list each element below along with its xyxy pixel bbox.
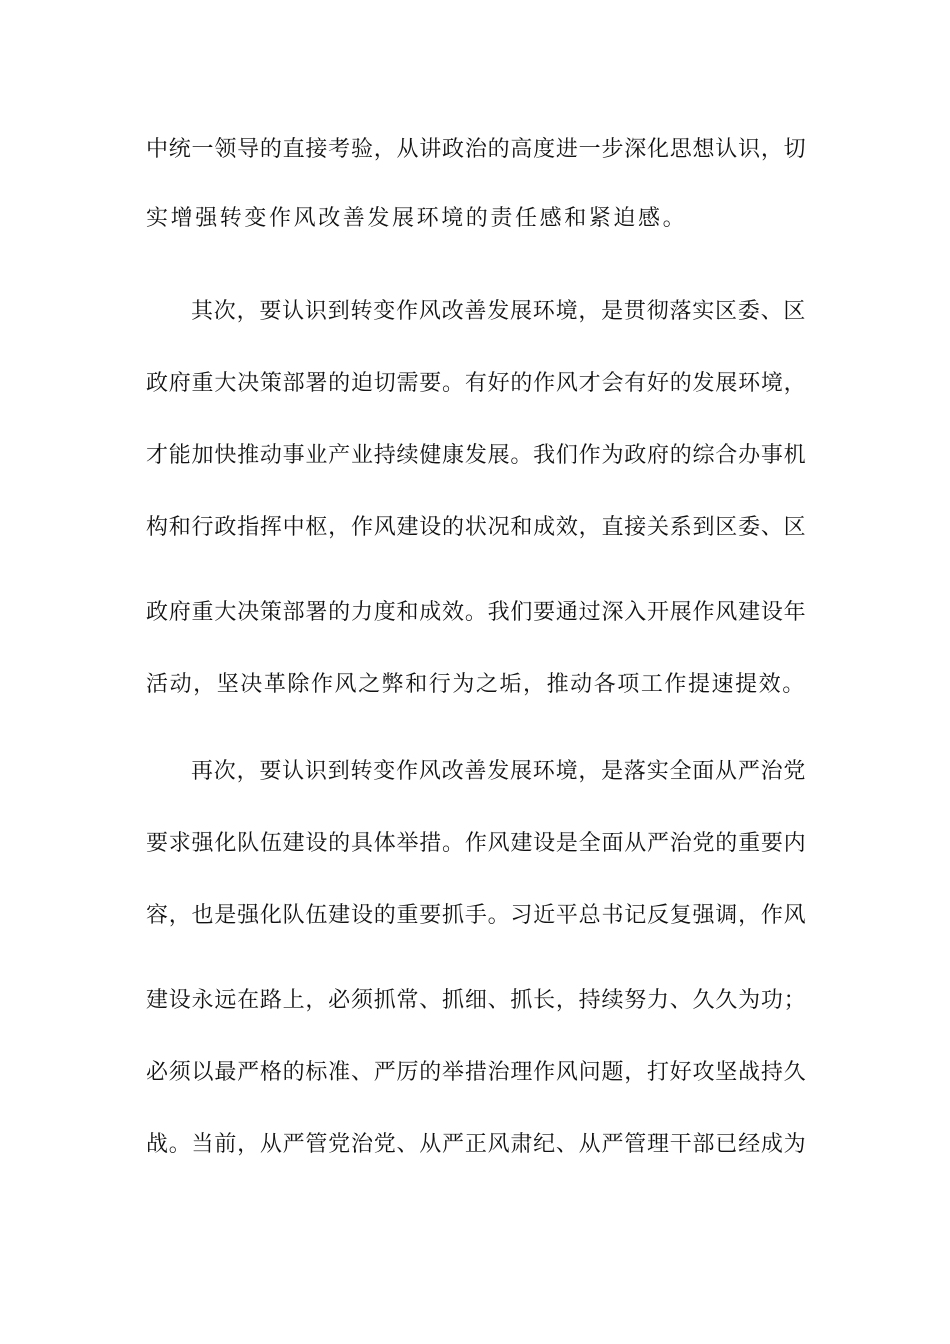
paragraph-3-line-1: 再次，要认识到转变作风改善发展环境，是落实全面从严治党 (191, 759, 807, 784)
text-line-2: 实增强转变作风改善发展环境的责任感和紧迫感。 (146, 206, 688, 231)
paragraph-3-line-4: 建设永远在路上，必须抓常、抓细、抓长，持续努力、久久为功； (146, 988, 807, 1013)
paragraph-2-line-3: 才能加快推动事业产业持续健康发展。我们作为政府的综合办事机 (146, 443, 807, 468)
paragraph-2-line-4: 构和行政指挥中枢，作风建设的状况和成效，直接关系到区委、区 (146, 515, 807, 540)
paragraph-3-line-3: 容，也是强化队伍建设的重要抓手。习近平总书记反复强调，作风 (146, 903, 807, 928)
paragraph-3-line-6: 战。当前，从严管党治党、从严正风肃纪、从严管理干部已经成为 (146, 1132, 807, 1157)
paragraph-3-line-5: 必须以最严格的标准、严厉的举措治理作风问题，打好攻坚战持久 (146, 1060, 807, 1085)
paragraph-2-line-1: 其次，要认识到转变作风改善发展环境，是贯彻落实区委、区 (191, 299, 807, 324)
paragraph-2-line-6: 活动，坚决革除作风之弊和行为之垢，推动各项工作提速提效。 (146, 672, 806, 697)
text-line-1: 中统一领导的直接考验，从讲政治的高度进一步深化思想认识，切 (146, 137, 807, 162)
paragraph-2-line-5: 政府重大决策部署的力度和成效。我们要通过深入开展作风建设年 (146, 600, 807, 625)
paragraph-3-line-2: 要求强化队伍建设的具体举措。作风建设是全面从严治党的重要内 (146, 831, 807, 856)
paragraph-2-line-2: 政府重大决策部署的迫切需要。有好的作风才会有好的发展环境， (146, 371, 807, 396)
